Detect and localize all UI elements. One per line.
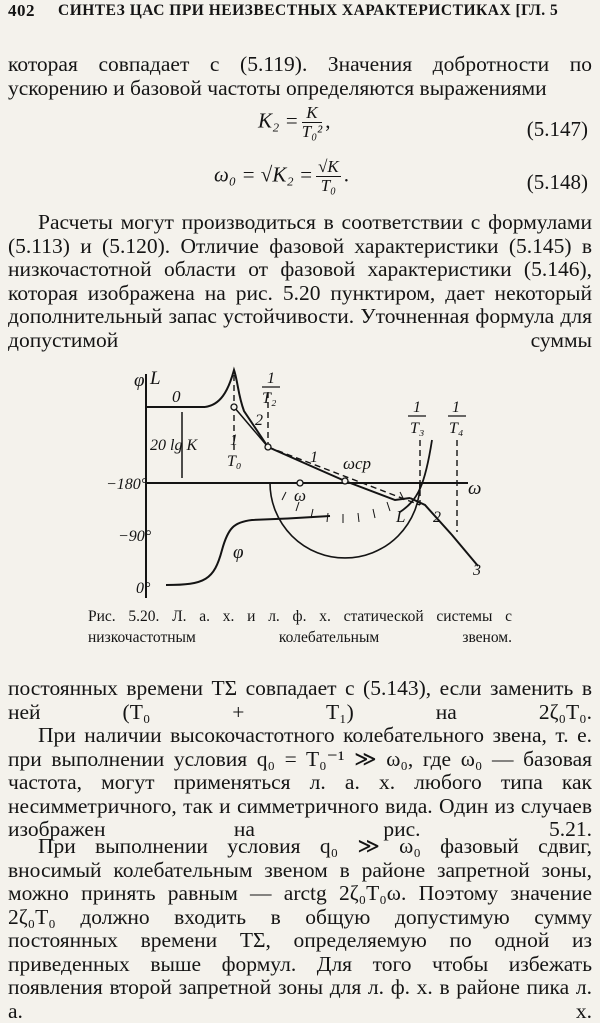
zero-degree-label: 0° bbox=[136, 580, 151, 597]
running-title: СИНТЕЗ ЦАС ПРИ НЕИЗВЕСТНЫХ ХАРАКТЕРИСТИКАХ [ГЛ. 5 bbox=[58, 2, 559, 19]
minus-180-label: −180° bbox=[106, 476, 148, 493]
gain-label: 20 lg K bbox=[150, 437, 198, 454]
minus-90-label: −90° bbox=[118, 528, 152, 545]
t2-point bbox=[265, 444, 271, 450]
curve-l-label: L bbox=[396, 507, 406, 526]
curve-3-label: 3 bbox=[473, 562, 481, 579]
t0-label: T₀ bbox=[227, 453, 242, 470]
t4-label: T₄ bbox=[449, 420, 464, 437]
figure-caption: Рис. 5.20. Л. а. х. и л. ф. х. статической системы с низкочастотным колебательным звеном. bbox=[88, 608, 512, 646]
equation-number: (5.147) bbox=[526, 117, 588, 141]
equation-tail: . bbox=[343, 162, 349, 187]
fraction-numerator: √K bbox=[318, 157, 339, 176]
t3-numerator: 1 bbox=[413, 399, 421, 416]
paragraph-3: При наличии высокочастотного колебательного звена, т. е. при выполнении условия q₀ = T₀⁻¹ ≫ ω₀, где ω₀ — базовая частота, могут применяться л. а. х. любого типа как несимметричного, так и симметричного вида. Один из случаев изображен на рис. 5.21. bbox=[8, 723, 592, 841]
phi-axis-label: φ bbox=[134, 370, 145, 391]
crossover-point bbox=[342, 478, 348, 484]
page-number: 402 bbox=[8, 1, 35, 20]
equation-tail: , bbox=[325, 108, 331, 133]
equation-lhs: K₂ = bbox=[258, 108, 299, 133]
t4-numerator: 1 bbox=[452, 399, 460, 416]
t0-numerator: 1 bbox=[230, 432, 238, 449]
phase-curve-label: φ bbox=[233, 542, 244, 563]
t3-label: T₃ bbox=[410, 420, 425, 437]
t0-point bbox=[231, 404, 237, 410]
omega-cp-label: ωср bbox=[343, 454, 372, 473]
curve-1-label: 1 bbox=[310, 449, 318, 466]
paragraph-2: постоянных времени TΣ совпадает с (5.143), если заменить в ней (T₀ + T₁) на 2ζ₀T₀. bbox=[8, 676, 592, 724]
t2-label: T₂ bbox=[262, 390, 277, 407]
omega-axis-label: ω bbox=[468, 478, 482, 499]
paragraph-1: Расчеты могут производиться в соответствии с формулами (5.113) и (5.120). Отличие фазовой характеристики (5.145) в низкочастотной области от фазовой характеристики (5.146), которая изображена на рис. 5.20 пунктиром, дает некоторый дополнительный запас устойчивости. Уточненная формула для допустимой суммы bbox=[8, 210, 592, 352]
curve-2-label: 2 bbox=[255, 412, 263, 429]
intro-paragraph: которая совпадает с (5.119). Значения добротности по ускорению и базовой частоты определяются выражениями bbox=[8, 52, 592, 100]
magnitude-curve-tail bbox=[410, 498, 478, 566]
fraction-denominator: T₀ bbox=[320, 176, 337, 195]
paragraph-4: При выполнении условия q₀ ≫ ω₀ фазовый сдвиг, вносимый колебательным звеном в районе запретной зоны, можно принять равным — arctg 2ζ₀T₀ω. Поэтому значение 2ζ₀T₀ должно входить в общую допустимую сумму постоянных времени TΣ, определяемую по одной из приведенных выше формул. Для того чтобы избежать появления второй запретной зоны для л. ф. х. в районе пика л. а. х. bbox=[8, 834, 592, 1023]
omega-point-label: ω bbox=[294, 486, 307, 505]
phase-curve bbox=[166, 516, 330, 585]
equation-number: (5.148) bbox=[526, 170, 588, 194]
fraction-numerator: K bbox=[302, 104, 322, 123]
zero-db-label: 0 bbox=[172, 387, 181, 406]
equation-lhs: ω₀ = √K₂ = bbox=[214, 162, 314, 187]
curve-2b-label: 2 bbox=[433, 509, 441, 526]
fraction-denominator: T₀² bbox=[301, 122, 323, 141]
l-axis-label: L bbox=[150, 368, 161, 389]
t2-numerator: 1 bbox=[267, 370, 275, 387]
